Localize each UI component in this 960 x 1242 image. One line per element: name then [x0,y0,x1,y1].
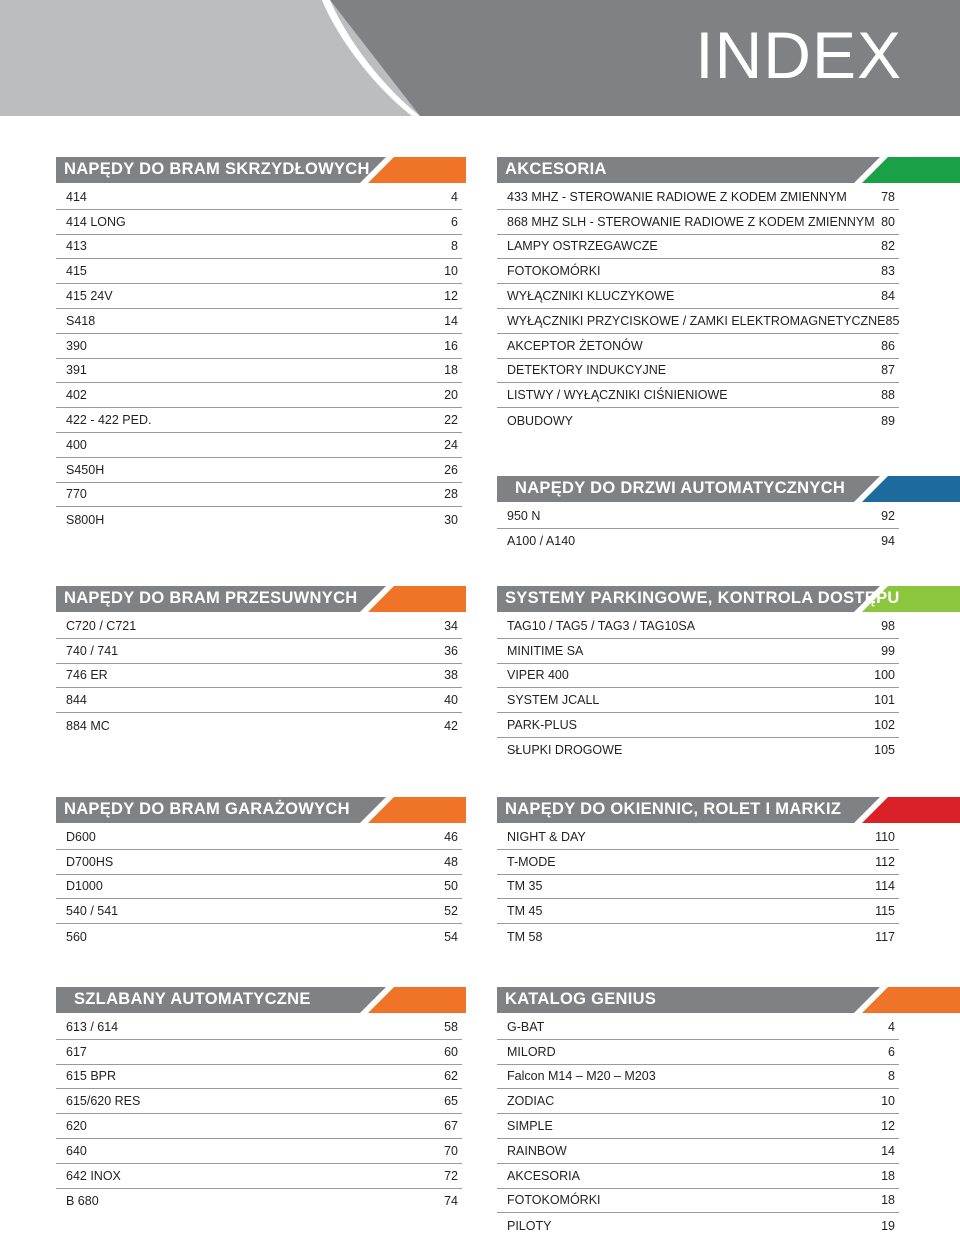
entry-label: MILORD [507,1044,556,1059]
entry-page-number: 80 [881,214,895,229]
section-header [56,797,466,823]
index-entry [56,850,462,875]
entry-page-number: 20 [444,388,458,403]
index-entry [497,408,899,433]
entry-label: 400 [66,437,87,452]
entry-page-number: 30 [444,512,458,527]
index-entry [56,185,462,210]
entry-label: 617 [66,1044,87,1059]
entry-label: D700HS [66,854,114,869]
entry-page-number: 60 [444,1044,458,1059]
entry-page-number: 65 [444,1094,458,1109]
entry-label: 868 MHZ SLH - STEROWANIE RADIOWE Z KODEM ZMIENNYM [507,214,875,229]
entry-label: S450H [66,462,105,477]
index-entry [56,1040,462,1065]
index-entry [56,235,462,260]
index-entry [497,1015,899,1040]
entry-label: FOTOKOMÓRKI [507,1193,601,1208]
section-szlabany [56,987,466,1213]
entry-label: PARK-PLUS [507,718,577,733]
page-title: INDEX [695,18,902,92]
index-entry [497,210,899,235]
index-entry [497,1089,899,1114]
entry-label: 844 [66,693,87,708]
entry-label: TM 58 [507,929,543,944]
entry-page-number: 16 [444,338,458,353]
section-garazowe [56,797,466,949]
entry-label: SŁUPKI DROGOWE [507,743,623,758]
entry-page-number: 117 [875,929,895,944]
entry-label: T-MODE [507,854,556,869]
index-entry [56,875,462,900]
entry-label: RAINBOW [507,1143,567,1158]
index-entry [497,1164,899,1189]
index-entry [497,1213,899,1238]
entry-page-number: 6 [451,214,458,229]
entry-page-number: 112 [875,854,895,869]
index-list [497,1015,899,1238]
entry-page-number: 26 [444,462,458,477]
entry-label: 613 / 614 [66,1019,119,1034]
index-entry [497,614,899,639]
section-drzwi-automatyczne [497,476,960,554]
index-entry [497,825,899,850]
entry-label: TM 35 [507,879,543,894]
section-header [497,797,960,823]
index-entry [56,1114,462,1139]
entry-page-number: 62 [444,1069,458,1084]
entry-page-number: 42 [444,718,458,733]
entry-page-number: 22 [444,413,458,428]
entry-label: 402 [66,388,87,403]
entry-page-number: 12 [444,289,458,304]
section-title: KATALOG GENIUS [505,990,657,1008]
section-title: SYSTEMY PARKINGOWE, KONTROLA DOSTĘPU [505,589,900,607]
entry-label: AKCESORIA [507,1168,580,1183]
entry-label: LISTWY / WYŁĄCZNIKI CIŚNIENIOWE [507,388,728,403]
index-entry [56,334,462,359]
index-entry [497,309,899,334]
entry-page-number: 46 [444,829,458,844]
entry-label: Falcon M14 – M20 – M203 [507,1069,656,1084]
entry-label: G-BAT [507,1019,545,1034]
section-title: AKCESORIA [505,160,607,178]
index-entry [497,713,899,738]
index-entry [497,334,899,359]
entry-page-number: 14 [444,313,458,328]
entry-page-number: 58 [444,1019,458,1034]
section-przesuwne [56,586,466,738]
entry-page-number: 84 [881,289,895,304]
index-entry [56,1089,462,1114]
entry-page-number: 115 [875,904,895,919]
entry-label: 560 [66,929,87,944]
index-entry [56,1189,462,1214]
index-entry [497,235,899,260]
index-entry [497,899,899,924]
index-entry [56,359,462,384]
index-entry [56,825,462,850]
index-entry [497,850,899,875]
index-entry [56,408,462,433]
entry-page-number: 18 [444,363,458,378]
entry-label: TAG10 / TAG5 / TAG3 / TAG10SA [507,618,696,633]
entry-page-number: 54 [444,929,458,944]
index-entry [56,458,462,483]
section-header [497,157,960,183]
index-entry [497,504,899,529]
entry-label: 620 [66,1119,87,1134]
entry-label: C720 / C721 [66,618,137,633]
index-entry [56,433,462,458]
entry-label: 414 LONG [66,214,126,229]
entry-page-number: 74 [444,1193,458,1208]
entry-page-number: 94 [881,534,895,549]
entry-page-number: 36 [444,643,458,658]
entry-label: S800H [66,512,105,527]
entry-label: NIGHT & DAY [507,829,586,844]
entry-page-number: 101 [874,693,895,708]
index-entry [56,1065,462,1090]
index-list [497,825,899,949]
index-entry [497,639,899,664]
entry-label: D1000 [66,879,103,894]
entry-label: VIPER 400 [507,668,569,683]
index-entry [56,1015,462,1040]
index-entry [56,259,462,284]
entry-page-number: 18 [881,1193,895,1208]
section-title: SZLABANY AUTOMATYCZNE [74,990,311,1008]
index-entry [497,924,899,949]
index-entry [497,1040,899,1065]
entry-label: SYSTEM JCALL [507,693,600,708]
section-akcesoria [497,157,960,433]
entry-page-number: 19 [881,1218,895,1233]
entry-label: SIMPLE [507,1119,553,1134]
entry-page-number: 86 [881,338,895,353]
entry-page-number: 10 [881,1094,895,1109]
entry-label: D600 [66,829,96,844]
index-entry [56,899,462,924]
index-entry [497,359,899,384]
entry-page-number: 110 [875,829,895,844]
entry-label: A100 / A140 [507,534,576,549]
entry-label: PILOTY [507,1218,552,1233]
entry-label: 540 / 541 [66,904,119,919]
index-list [56,825,462,949]
entry-page-number: 67 [444,1119,458,1134]
entry-label: 390 [66,338,87,353]
entry-label: 422 - 422 PED. [66,413,152,428]
index-entry [56,284,462,309]
index-entry [497,875,899,900]
index-entry [497,1114,899,1139]
index-entry [56,664,462,689]
entry-page-number: 85 [885,313,900,328]
index-entry [56,639,462,664]
entry-page-number: 4 [888,1019,895,1034]
section-title: NAPĘDY DO BRAM GARAŻOWYCH [64,800,350,818]
index-entry [497,688,899,713]
section-title: NAPĘDY DO BRAM PRZESUWNYCH [64,589,358,607]
entry-label: B 680 [66,1193,99,1208]
entry-page-number: 8 [888,1069,895,1084]
header-banner [0,0,960,116]
section-header [56,987,466,1013]
index-list [56,185,462,532]
entry-page-number: 89 [881,413,895,428]
entry-label: S418 [66,313,96,328]
index-entry [497,1065,899,1090]
index-entry [56,210,462,235]
entry-page-number: 52 [444,904,458,919]
entry-label: 391 [66,363,87,378]
entry-label: 415 [66,264,87,279]
entry-page-number: 12 [881,1119,895,1134]
index-entry [56,1164,462,1189]
entry-label: 950 N [507,508,541,523]
entry-page-number: 87 [881,363,895,378]
entry-label: LAMPY OSTRZEGAWCZE [507,239,658,254]
entry-label: OBUDOWY [507,413,573,428]
index-entry [56,924,462,949]
section-parkingowe [497,586,960,763]
entry-label: ZODIAC [507,1094,555,1109]
section-header [497,476,960,502]
entry-label: MINITIME SA [507,643,584,658]
index-list [56,614,462,738]
entry-page-number: 92 [881,508,895,523]
index-entry [497,1189,899,1214]
entry-page-number: 6 [888,1044,895,1059]
entry-page-number: 8 [451,239,458,254]
entry-label: 640 [66,1143,87,1158]
entry-page-number: 24 [444,437,458,452]
entry-label: FOTOKOMÓRKI [507,264,601,279]
entry-page-number: 4 [451,189,458,204]
index-entry [497,664,899,689]
entry-page-number: 40 [444,693,458,708]
entry-label: 415 24V [66,289,113,304]
entry-page-number: 100 [874,668,895,683]
entry-page-number: 70 [444,1143,458,1158]
index-entry [497,1139,899,1164]
entry-page-number: 114 [875,879,895,894]
entry-label: 770 [66,487,87,502]
entry-label: AKCEPTOR ŻETONÓW [507,338,643,353]
entry-label: 433 MHZ - STEROWANIE RADIOWE Z KODEM ZMIENNYM [507,189,847,204]
index-entry [56,614,462,639]
index-list [56,1015,462,1213]
entry-page-number: 105 [874,743,895,758]
entry-page-number: 98 [881,618,895,633]
section-header [56,586,466,612]
entry-page-number: 83 [881,264,895,279]
index-entry [497,383,899,408]
section-header [497,586,960,612]
index-entry [497,738,899,763]
entry-page-number: 50 [444,879,458,894]
entry-label: 746 ER [66,668,108,683]
entry-label: 414 [66,189,87,204]
entry-page-number: 34 [444,618,458,633]
index-entry [56,688,462,713]
index-entry [497,284,899,309]
index-entry [497,185,899,210]
index-entry [56,309,462,334]
section-skrzydlowe [56,157,466,532]
entry-page-number: 28 [444,487,458,502]
entry-label: 642 INOX [66,1168,121,1183]
entry-page-number: 18 [881,1168,895,1183]
entry-label: 615 BPR [66,1069,117,1084]
entry-page-number: 48 [444,854,458,869]
entry-page-number: 38 [444,668,458,683]
section-title: NAPĘDY DO OKIENNIC, ROLET I MARKIZ [505,800,842,818]
entry-label: 413 [66,239,87,254]
index-list [497,614,899,763]
index-entry [497,529,899,554]
entry-label: TM 45 [507,904,543,919]
entry-page-number: 88 [881,388,895,403]
index-entry [56,507,462,532]
index-entry [56,483,462,508]
entry-label: 884 MC [66,718,110,733]
entry-label: DETEKTORY INDUKCYJNE [507,363,667,378]
entry-page-number: 99 [881,643,895,658]
section-title: NAPĘDY DO BRAM SKRZYDŁOWYCH [64,160,370,178]
entry-page-number: 14 [881,1143,895,1158]
index-list [497,504,899,554]
entry-page-number: 10 [444,264,458,279]
entry-label: WYŁĄCZNIKI PRZYCISKOWE / ZAMKI ELEKTROMAGNETYCZNE [507,313,886,328]
section-title: NAPĘDY DO DRZWI AUTOMATYCZNYCH [515,479,846,497]
section-header [497,987,960,1013]
index-entry [56,713,462,738]
index-entry [56,1139,462,1164]
entry-label: 615/620 RES [66,1094,141,1109]
section-header [56,157,466,183]
index-entry [497,259,899,284]
index-entry [56,383,462,408]
index-list [497,185,899,433]
entry-page-number: 72 [444,1168,458,1183]
entry-label: WYŁĄCZNIKI KLUCZYKOWE [507,289,675,304]
entry-page-number: 82 [881,239,895,254]
section-katalog-genius [497,987,960,1238]
section-okiennice [497,797,960,949]
entry-page-number: 78 [881,189,895,204]
entry-label: 740 / 741 [66,643,119,658]
entry-page-number: 102 [874,718,895,733]
